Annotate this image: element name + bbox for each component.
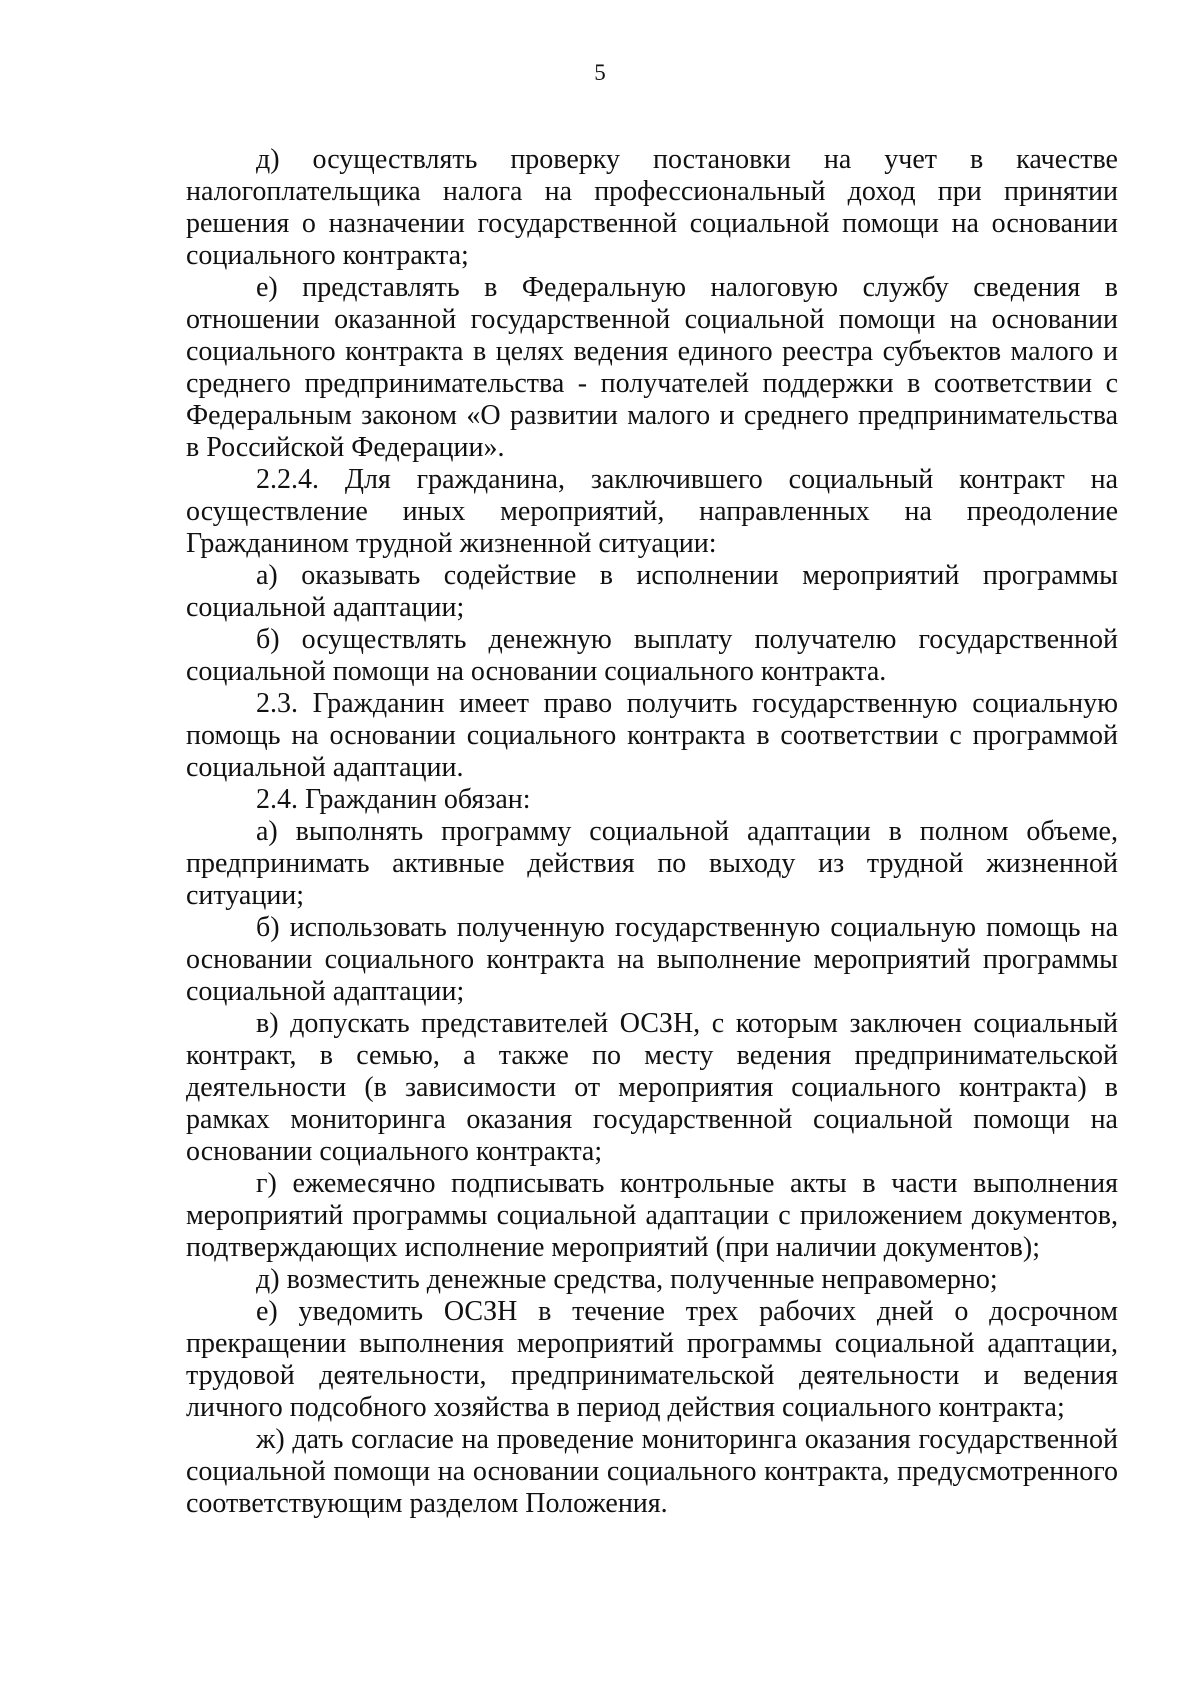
- paragraph-2-4: 2.4. Гражданин обязан:: [256, 784, 531, 815]
- paragraph-2-4-b: б) использовать полученную государственную социальную помощь на основании социального контракта на выполнение мероприятий программы социальной адаптации;: [186, 912, 1118, 1007]
- paragraph-2-2-4-b: б) осуществлять денежную выплату получателю государственной социальной помощи на основании социального контракта.: [186, 624, 1118, 687]
- paragraph-2-2-3-d: д) осуществлять проверку постановки на учет в качестве налогоплательщика налога на профессиональный доход при принятии решения о назначении государственной социальной помощи на основании социального контракта;: [186, 144, 1118, 271]
- paragraph-2-4-zh: ж) дать согласие на проведение мониторинга оказания государственной социальной помощи на основании социального контракта, предусмотренного соответствующим разделом Положения.: [186, 1424, 1118, 1519]
- paragraph-2-4-v: в) допускать представителей ОСЗН, с которым заключен социальный контракт, в семью, а также по месту ведения предпринимательской деятельности (в зависимости от мероприятия социального контракта) в рамках мониторинга оказания государственной социальной помощи на основании социального контракта;: [186, 1008, 1118, 1167]
- paragraph-2-2-3-e: е) представлять в Федеральную налоговую службу сведения в отношении оказанной государственной социальной помощи на основании социального контракта в целях ведения единого реестра субъектов малого и среднего предпринимательства - получателей поддержки в соответствии с Федеральным законом «О развитии малого и среднего предпринимательства в Российской Федерации».: [186, 272, 1118, 463]
- paragraph-2-2-4: 2.2.4. Для гражданина, заключившего социальный контракт на осуществление иных мероприятий, направленных на преодоление Гражданином трудной жизненной ситуации:: [186, 464, 1118, 559]
- paragraph-2-3: 2.3. Гражданин имеет право получить государственную социальную помощь на основании социального контракта в соответствии с программой социальной адаптации.: [186, 688, 1118, 783]
- paragraph-2-2-4-a: а) оказывать содействие в исполнении мероприятий программы социальной адаптации;: [186, 560, 1118, 623]
- paragraph-2-4-e: е) уведомить ОСЗН в течение трех рабочих дней о досрочном прекращении выполнения мероприятий программы социальной адаптации, трудовой деятельности, предпринимательской деятельности и ведения личного подсобного хозяйства в период действия социального контракта;: [186, 1296, 1118, 1423]
- document-body: [186, 144, 1118, 1520]
- paragraph-2-4-d: д) возместить денежные средства, полученные неправомерно;: [256, 1264, 998, 1295]
- page-number: 5: [594, 60, 606, 85]
- paragraph-2-4-a: а) выполнять программу социальной адаптации в полном объеме, предпринимать активные действия по выходу из трудной жизненной ситуации;: [186, 816, 1118, 911]
- paragraph-2-4-g: г) ежемесячно подписывать контрольные акты в части выполнения мероприятий программы социальной адаптации с приложением документов, подтверждающих исполнение мероприятий (при наличии документов);: [186, 1168, 1118, 1263]
